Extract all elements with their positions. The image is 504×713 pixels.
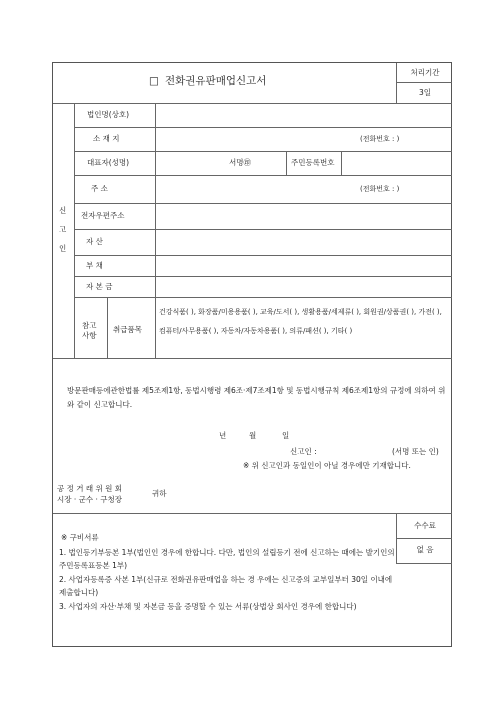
representative-field[interactable] (156, 152, 286, 175)
date-month-label: 월 (249, 431, 257, 440)
side-label: 고 (59, 225, 67, 234)
date-year-label: 년 (219, 431, 227, 440)
document-item: 2. 사업자등록증 사본 1부(신규로 전화권유판매업을 하는 경 우에는 신고증의 교부일부터 30일 이내에 제출합니다) (59, 575, 393, 597)
phone-number-label: (전화번호 : ) (360, 185, 400, 193)
capital-label: 자 본 금 (86, 282, 113, 291)
liabilities-field[interactable] (156, 256, 452, 276)
declaration-text: 방문판매등에관한법률 제5조제1항, 동법시행령 제6조·제7조제1항 및 동법시행규칙 제6조제1항의 규정에 의하여 위와 같이 신고합니다. (67, 386, 446, 409)
location-field[interactable] (156, 128, 452, 151)
report-form (52, 62, 452, 647)
document-item: 1. 법인등기부등본 1부(법인인 경우에 한합니다. 다만, 법인의 설립등기 전에 신고하는 때에는 발기인의 주민등록표등본 1부) (59, 548, 395, 570)
assets-field[interactable] (156, 230, 452, 255)
divider (74, 103, 75, 358)
divider (74, 297, 452, 298)
document-item: 3. 사업자의 자산·부채 및 자본금 등을 증명할 수 있는 서류(상법상 회사인 경우에 한합니다) (59, 602, 357, 611)
representative-label: 대표자(성명) (87, 158, 130, 167)
side-label: 신 (59, 206, 67, 215)
corp-name-label: 법인명(상호) (87, 110, 130, 119)
form-title: 전화권유판매업신고서 (165, 75, 267, 87)
honorific-label: 귀하 (152, 489, 167, 498)
address-field[interactable] (156, 176, 452, 203)
assets-label: 자 산 (86, 237, 103, 246)
fee-label: 수수료 (414, 521, 436, 530)
reporter-label: 신고인 : (290, 447, 317, 456)
divider (396, 563, 452, 564)
items-handled-options[interactable]: 건강식품( ), 화장품/미용용품( ), 교육/도서( ), 생활용품/세제류( ), 회원권/상품권( ), 가전( ), 컴퓨터/사무용품( ), 자동차/자동차용품( ), 의류/패션( ), 기타( ) (159, 308, 442, 335)
resident-number-label: 주민등록번호 (291, 158, 335, 167)
processing-period-label: 처리기간 (410, 68, 440, 77)
required-documents-heading: ※ 구비서류 (61, 533, 99, 542)
reference-label: 참고 (82, 321, 97, 330)
divider (396, 82, 452, 83)
corp-name-field[interactable] (156, 104, 452, 127)
recipient-line-1: 공 정 거 래 위 원 회 (57, 484, 123, 493)
date-day-label: 일 (282, 431, 290, 440)
divider (155, 297, 156, 358)
divider (396, 63, 397, 103)
signature-seal-label: 서명㊞ (229, 158, 251, 167)
fee-value: 없 음 (416, 545, 434, 554)
divider (53, 358, 452, 359)
recipient-line-2: 시장 · 군수 · 구청장 (57, 495, 123, 504)
divider (53, 513, 452, 514)
location-label: 소 재 지 (93, 134, 120, 143)
form-title-checkbox[interactable]: □ (149, 75, 159, 87)
capital-field[interactable] (156, 277, 452, 297)
email-label: 전자우편주소 (81, 211, 125, 220)
declaration-note: ※ 위 신고인과 동일인이 아닐 경우에만 기재합니다. (243, 461, 411, 470)
divider (286, 151, 287, 175)
liabilities-label: 부 채 (86, 261, 103, 270)
reference-label: 사항 (82, 331, 97, 340)
items-handled-label: 취급품목 (113, 325, 142, 334)
address-label: 주 소 (91, 184, 108, 193)
divider (396, 538, 452, 539)
phone-number-label: (전화번호 : ) (360, 135, 400, 143)
resident-number-field[interactable] (342, 152, 452, 175)
side-label: 인 (59, 244, 67, 253)
divider (107, 297, 108, 358)
sign-or-seal-label: (서명 또는 인) (392, 447, 439, 456)
email-field[interactable] (156, 204, 452, 229)
processing-period-value: 3일 (418, 88, 432, 97)
